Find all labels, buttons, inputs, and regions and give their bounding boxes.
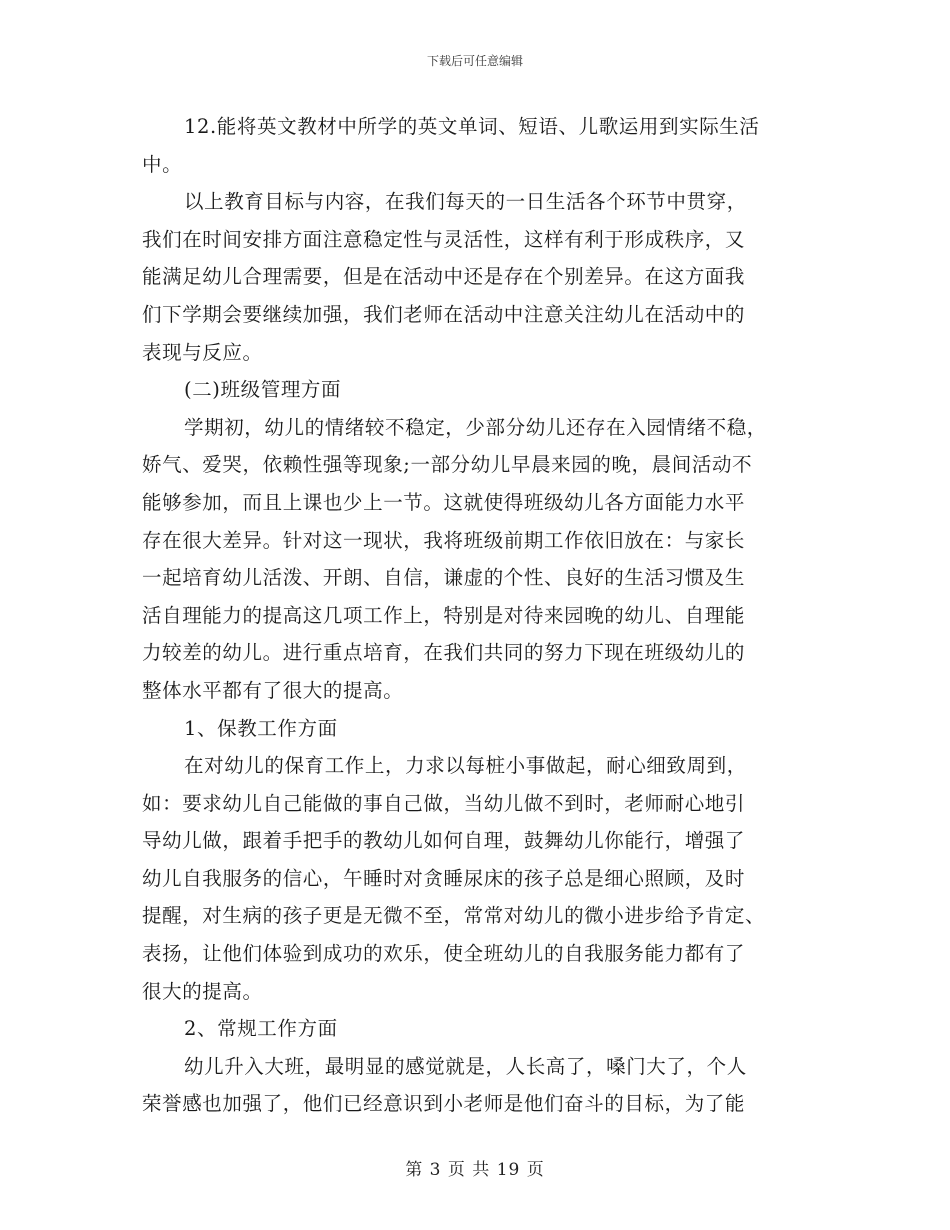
paragraph	[142, 747, 812, 1010]
paragraph-line: 1、保教工作方面	[184, 716, 338, 740]
paragraph-line: 存在很大差异。针对这一现状，我将班级前期工作依旧放在：与家长	[142, 528, 746, 552]
paragraph-line: 我们在时间安排方面注意稳定性与灵活性，这样有利于形成秩序，又	[142, 227, 746, 251]
paragraph-line: 导幼儿做，跟着手把手的教幼儿如何自理，鼓舞幼儿你能行，增强了	[142, 829, 746, 853]
paragraph-line: 整体水平都有了很大的提高。	[142, 678, 404, 702]
paragraph-line: 荣誉感也加强了，他们已经意识到小老师是他们奋斗的目标，为了能	[142, 1092, 746, 1116]
paragraph-line: 幼儿升入大班，最明显的感觉就是，人长高了，嗓门大了，个人	[184, 1054, 747, 1078]
paragraph	[142, 710, 812, 748]
paragraph	[142, 1048, 812, 1123]
paragraph	[142, 371, 812, 409]
paragraph-line: 力较差的幼儿。进行重点培育，在我们共同的努力下现在班级幼儿的	[142, 641, 746, 665]
paragraph	[142, 108, 812, 183]
paragraph-line: 能满足幼儿合理需要，但是在活动中还是存在个别差异。在这方面我	[142, 265, 746, 289]
header-note: 下载后可任意编辑	[426, 54, 523, 68]
paragraph-line: 表扬，让他们体验到成功的欢乐，使全班幼儿的自我服务能力都有了	[142, 942, 746, 966]
paragraph-line: 能够参加，而且上课也少上一节。这就使得班级幼儿各方面能力水平	[142, 490, 746, 514]
paragraph-line: 幼儿自我服务的信心，午睡时对贪睡尿床的孩子总是细心照顾，及时	[142, 866, 746, 890]
paragraph-line: 活自理能力的提高这几项工作上，特别是对待来园晚的幼儿、自理能	[142, 603, 746, 627]
paragraph-line: 表现与反应。	[142, 340, 263, 364]
paragraph-line: 娇气、爱哭，依赖性强等现象;一部分幼儿早晨来园的晚，晨间活动不	[142, 453, 753, 477]
paragraph-line: 2、常规工作方面	[184, 1017, 338, 1041]
paragraph-line: 很大的提高。	[142, 979, 263, 1003]
page-number: 第 3 页 共 19 页	[405, 1160, 545, 1180]
paragraph-line: 12.能将英文教材中所学的英文单词、短语、儿歌运用到实际生活	[184, 115, 760, 138]
paragraph-line: 学期初，幼儿的情绪较不稳定，少部分幼儿还存在入园情绪不稳，	[184, 415, 767, 439]
page-header	[0, 52, 950, 69]
paragraph-line: 们下学期会要继续加强，我们老师在活动中注意关注幼儿在活动中的	[142, 302, 746, 326]
paragraph-line: 中。	[142, 152, 183, 176]
paragraph	[142, 1010, 812, 1048]
paragraph-line: 提醒，对生病的孩子更是无微不至，常常对幼儿的微小进步给予肯定、	[142, 904, 766, 928]
document-body	[142, 108, 812, 1123]
paragraph	[142, 409, 812, 710]
paragraph-line: 以上教育目标与内容，在我们每天的一日生活各个环节中贯穿，	[184, 190, 747, 214]
paragraph-line: (二)班级管理方面	[184, 378, 342, 402]
paragraph-line: 在对幼儿的保育工作上，力求以每桩小事做起，耐心细致周到，	[184, 754, 747, 778]
paragraph	[142, 183, 812, 371]
page-footer	[0, 1155, 950, 1180]
paragraph-line: 如：要求幼儿自己能做的事自己做，当幼儿做不到时，老师耐心地引	[142, 791, 746, 815]
paragraph-line: 一起培育幼儿活泼、开朗、自信，谦虚的个性、良好的生活习惯及生	[142, 566, 746, 590]
